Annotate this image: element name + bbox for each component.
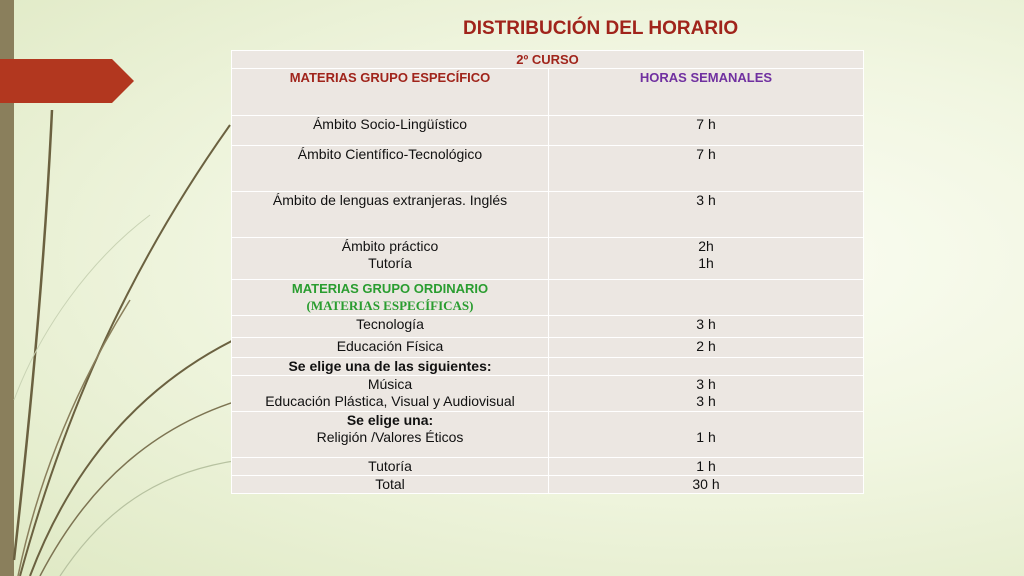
table-row-course [232, 51, 864, 69]
tutoring-hours: 1h [698, 255, 714, 271]
hours-cell: 7 h [549, 116, 864, 146]
subject-cell: Ámbito Socio-Lingüístico [232, 116, 549, 146]
hours-cell [549, 376, 864, 412]
subject-cell: Educación Física [232, 338, 549, 358]
practical-subject: Ámbito práctico [341, 238, 439, 254]
hours-cell: 3 h [549, 316, 864, 338]
choose-one-label: Se elige una de las siguientes: [232, 358, 549, 376]
tutoring-subject: Tutoría [368, 255, 412, 271]
visual-arts-hours: 3 h [696, 393, 716, 409]
table-row [232, 192, 864, 238]
schedule-table [231, 50, 864, 494]
table-row-choose-one [232, 358, 864, 376]
music-hours: 3 h [696, 376, 716, 392]
empty-cell [549, 280, 864, 316]
subject-cell [232, 376, 549, 412]
table-row-total [232, 476, 864, 494]
subject-cell [232, 412, 549, 458]
religion-subject: Religión /Valores Éticos [316, 429, 464, 445]
ordinary-header-line-2: (MATERIAS ESPECÍFICAS) [306, 298, 474, 313]
hours-cell [549, 238, 864, 280]
subject-cell: Tutoría [232, 458, 549, 476]
total-hours: 30 h [549, 476, 864, 494]
table-row-ordinary-header [232, 280, 864, 316]
page-title: DISTRIBUCIÓN DEL HORARIO [463, 18, 739, 39]
arrow-tab-shape [0, 59, 136, 103]
course-label: 2º CURSO [232, 51, 864, 69]
table-row-options [232, 376, 864, 412]
hours-cell: 3 h [549, 192, 864, 238]
subject-cell: Tecnología [232, 316, 549, 338]
table-row-religion [232, 412, 864, 458]
header-subjects: MATERIAS GRUPO ESPECÍFICO [232, 69, 549, 116]
table-row-header [232, 69, 864, 116]
hours-cell: 2 h [549, 338, 864, 358]
total-label: Total [232, 476, 549, 494]
ordinary-header-line-1: MATERIAS GRUPO ORDINARIO [291, 281, 489, 296]
table-row [232, 146, 864, 192]
hours-cell: 1 h [549, 458, 864, 476]
table-row-tutoring [232, 458, 864, 476]
header-hours: HORAS SEMANALES [549, 69, 864, 116]
religion-choice-label: Se elige una: [346, 412, 434, 428]
subject-cell: Ámbito Científico-Tecnológico [232, 146, 549, 192]
ordinary-header-cell [232, 280, 549, 316]
visual-arts-subject: Educación Plástica, Visual y Audiovisual [265, 393, 515, 409]
table-row [232, 116, 864, 146]
table-row-practical [232, 238, 864, 280]
religion-hours: 1 h [696, 429, 716, 445]
table-row [232, 316, 864, 338]
practical-hours: 2h [698, 238, 714, 254]
table-row [232, 338, 864, 358]
hours-cell [549, 412, 864, 458]
subject-cell: Ámbito de lenguas extranjeras. Inglés [232, 192, 549, 238]
music-subject: Música [367, 376, 413, 392]
hours-cell: 7 h [549, 146, 864, 192]
subject-cell [232, 238, 549, 280]
empty-cell [549, 358, 864, 376]
